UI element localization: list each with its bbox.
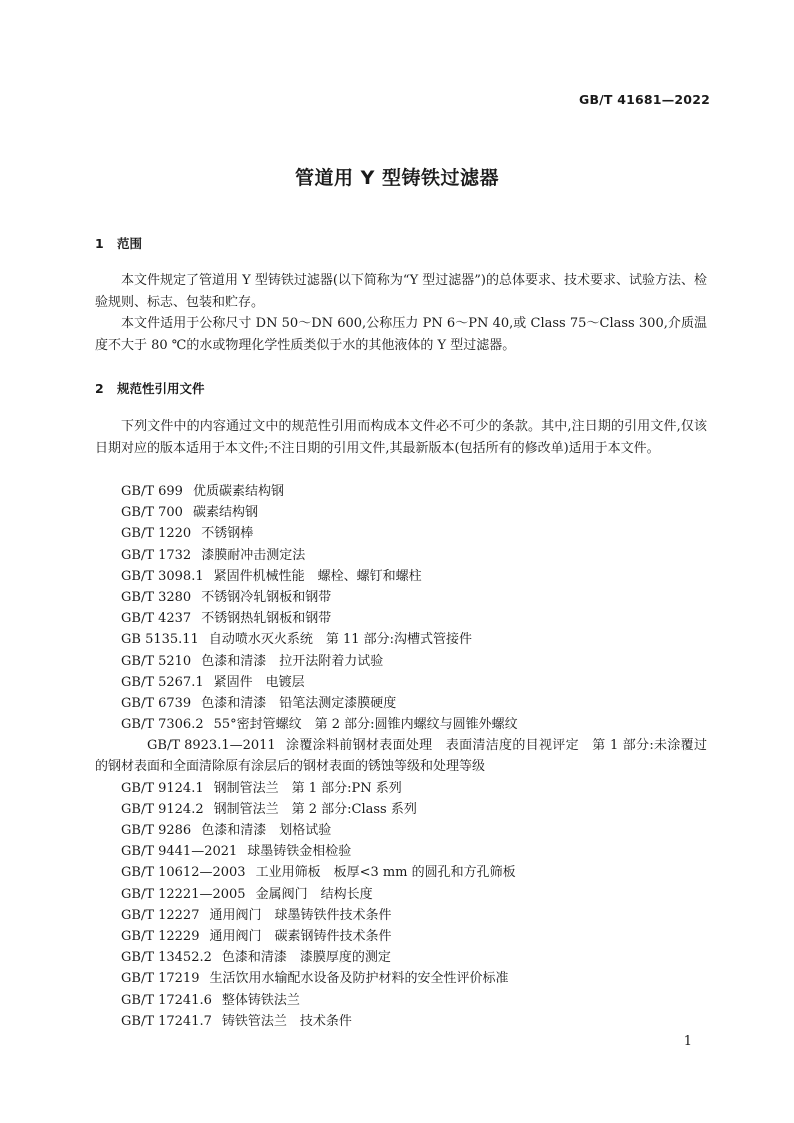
reference-title: 紧固件机械性能 螺栓、螺钉和螺柱 xyxy=(213,568,422,584)
reference-code: GB/T 4237 xyxy=(121,611,192,627)
reference-item xyxy=(95,735,707,777)
reference-title: 钢制管法兰 第 2 部分:Class 系列 xyxy=(213,801,417,817)
reference-item xyxy=(95,566,707,587)
reference-code: GB/T 12221—2005 xyxy=(121,886,246,902)
reference-item xyxy=(95,629,707,650)
standard-code: GB/T 41681—2022 xyxy=(578,92,710,107)
reference-title: 工业用筛板 板厚<3 mm 的圆孔和方孔筛板 xyxy=(255,865,516,881)
reference-title: 生活饮用水输配水设备及防护材料的安全性评价标准 xyxy=(209,971,509,987)
reference-code: GB/T 17219 xyxy=(121,971,200,987)
section-number: 2 xyxy=(95,381,104,396)
reference-list xyxy=(95,481,707,1032)
reference-title: 55°密封管螺纹 第 2 部分:圆锥内螺纹与圆锥外螺纹 xyxy=(213,717,518,733)
reference-code: GB/T 700 xyxy=(121,505,183,521)
reference-item xyxy=(95,1011,707,1032)
reference-title: 不锈钢热轧钢板和钢带 xyxy=(201,611,332,627)
section-heading-scope xyxy=(95,234,142,252)
reference-code: GB/T 1220 xyxy=(121,526,192,542)
reference-code: GB/T 5267.1 xyxy=(121,674,204,690)
reference-item xyxy=(95,587,707,608)
reference-code: GB/T 9286 xyxy=(121,823,192,839)
reference-code: GB/T 9441—2021 xyxy=(121,844,238,860)
reference-title: 铸铁管法兰 技术条件 xyxy=(221,1013,352,1029)
scope-paragraph-1: 本文件规定了管道用 Y 型铸铁过滤器(以下简称为“Y 型过滤器”)的总体要求、技术要求、试验方法、检验规则、标志、包装和贮存。 xyxy=(95,273,707,310)
reference-title: 整体铸铁法兰 xyxy=(221,992,300,1008)
reference-code: GB/T 3098.1 xyxy=(121,568,204,584)
reference-title: 色漆和清漆 铅笔法测定漆膜硬度 xyxy=(201,695,397,711)
section-title: 范围 xyxy=(117,236,143,251)
reference-item xyxy=(95,545,707,566)
reference-item xyxy=(95,968,707,989)
reference-title: 不锈钢棒 xyxy=(201,526,254,542)
reference-title: 涂覆涂料前钢材表面处理 表面清洁度的目视评定 第 1 部分:未涂覆过的钢材表面和全面清除原有涂层后的钢材表面的锈蚀等级和处理等级 xyxy=(95,738,707,775)
reference-title: 通用阀门 球墨铸铁件技术条件 xyxy=(209,907,392,923)
reference-item xyxy=(95,608,707,629)
reference-code: GB/T 13452.2 xyxy=(121,950,212,966)
document-title: 管道用 Y 型铸铁过滤器 xyxy=(295,167,499,189)
reference-item xyxy=(95,714,707,735)
references-intro-paragraph: 下列文件中的内容通过文中的规范性引用而构成本文件必不可少的条款。其中,注日期的引用文件,仅该日期对应的版本适用于本文件;不注日期的引用文件,其最新版本(包括所有的修改单)适用于本文件。 xyxy=(95,419,707,456)
reference-code: GB/T 12227 xyxy=(121,907,200,923)
reference-title: 色漆和清漆 漆膜厚度的测定 xyxy=(221,950,391,966)
reference-code: GB/T 17241.6 xyxy=(121,992,212,1008)
reference-title: 漆膜耐冲击测定法 xyxy=(201,547,306,563)
reference-item xyxy=(95,884,707,905)
reference-item xyxy=(95,799,707,820)
reference-title: 金属阀门 结构长度 xyxy=(255,886,373,902)
reference-code: GB/T 3280 xyxy=(121,589,192,605)
reference-item xyxy=(95,926,707,947)
section-heading-normative-references xyxy=(95,379,205,397)
reference-code: GB/T 9124.2 xyxy=(121,801,204,817)
reference-code: GB/T 9124.1 xyxy=(121,780,204,796)
reference-item xyxy=(95,481,707,502)
section-title: 规范性引用文件 xyxy=(117,381,205,396)
scope-paragraph-2: 本文件适用于公称尺寸 DN 50～DN 600,公称压力 PN 6～PN 40,或 Class 75～Class 300,介质温度不大于 80 ℃的水或物理化学性质类似于水的其他液体的 Y 型过滤器。 xyxy=(95,316,707,353)
reference-title: 色漆和清漆 划格试验 xyxy=(201,823,332,839)
page-number: 1 xyxy=(683,1034,692,1049)
reference-item xyxy=(95,820,707,841)
reference-item xyxy=(95,990,707,1011)
reference-title: 球墨铸铁金相检验 xyxy=(247,844,352,860)
reference-item xyxy=(95,651,707,672)
reference-item xyxy=(95,502,707,523)
reference-item xyxy=(95,862,707,883)
section-number: 1 xyxy=(95,236,104,251)
reference-code: GB/T 17241.7 xyxy=(121,1013,212,1029)
reference-code: GB/T 6739 xyxy=(121,695,192,711)
reference-item xyxy=(95,672,707,693)
reference-title: 色漆和清漆 拉开法附着力试验 xyxy=(201,653,384,669)
reference-code: GB/T 8923.1—2011 xyxy=(147,738,276,754)
reference-title: 紧固件 电镀层 xyxy=(213,674,305,690)
reference-title: 自动喷水灭火系统 第 11 部分:沟槽式管接件 xyxy=(208,632,473,648)
reference-code: GB/T 12229 xyxy=(121,928,200,944)
reference-item xyxy=(95,523,707,544)
reference-item xyxy=(95,841,707,862)
reference-code: GB 5135.11 xyxy=(121,632,199,648)
reference-code: GB/T 1732 xyxy=(121,547,192,563)
reference-item xyxy=(95,905,707,926)
reference-item xyxy=(95,947,707,968)
reference-code: GB/T 5210 xyxy=(121,653,192,669)
reference-item xyxy=(95,778,707,799)
reference-title: 通用阀门 碳素钢铸件技术条件 xyxy=(209,928,392,944)
reference-item xyxy=(95,693,707,714)
reference-title: 碳素结构钢 xyxy=(192,505,258,521)
reference-title: 不锈钢冷轧钢板和钢带 xyxy=(201,589,332,605)
reference-code: GB/T 699 xyxy=(121,484,183,499)
reference-code: GB/T 7306.2 xyxy=(121,717,204,733)
reference-title: 优质碳素结构钢 xyxy=(192,484,284,499)
reference-code: GB/T 10612—2003 xyxy=(121,865,246,881)
reference-title: 钢制管法兰 第 1 部分:PN 系列 xyxy=(213,780,402,796)
